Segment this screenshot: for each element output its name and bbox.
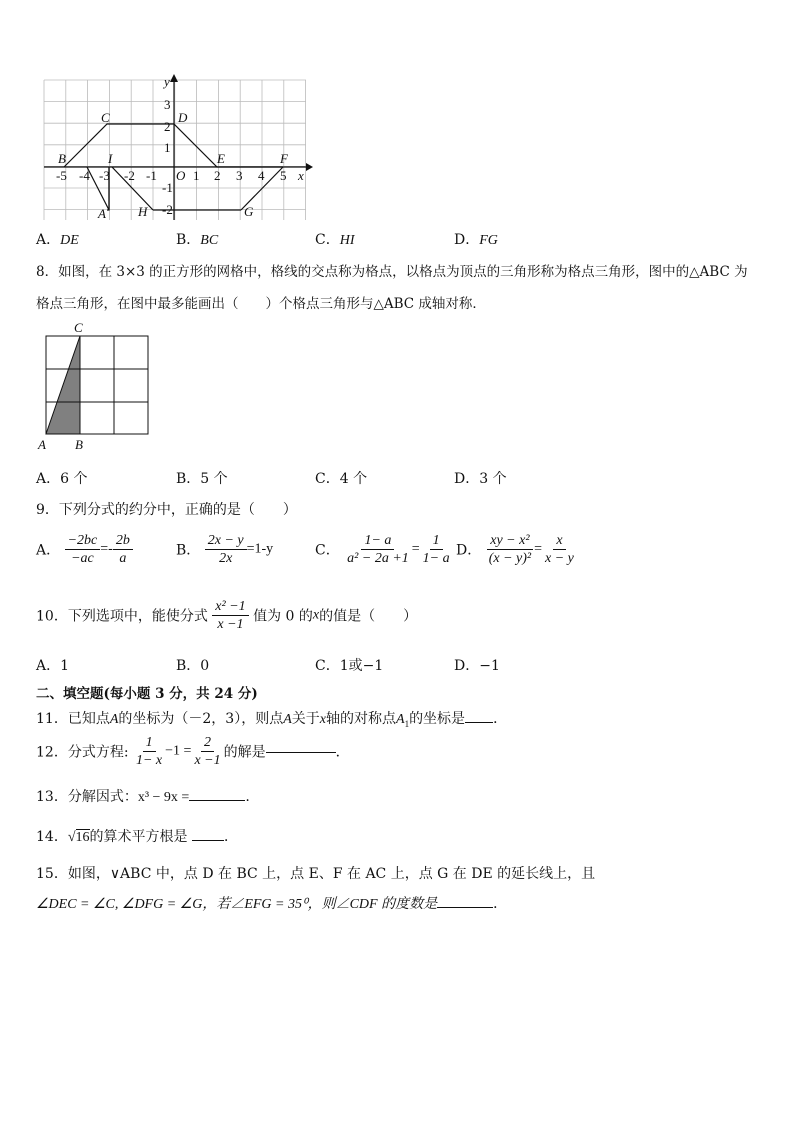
q10-option-d[interactable]: D．−1	[454, 658, 500, 674]
q13-answer-blank[interactable]	[189, 799, 245, 801]
coordinate-grid-figure	[40, 72, 315, 222]
q9-a-fraction-right: $\frac{2b}{a}$	[113, 532, 133, 567]
x-tick-neg2: -2	[124, 168, 135, 183]
q7-option-d[interactable]: D．FG	[454, 232, 498, 248]
x-tick-3: 3	[236, 168, 243, 183]
section-heading: 二、填空题(每小题 3 分，共 24 分)	[36, 686, 258, 702]
triangle-abc	[46, 336, 80, 434]
x-tick-4: 4	[258, 168, 265, 183]
q8-stem-line2: 格点三角形，在图中最多能画出（ ）个格点三角形与△ABC 成轴对称．	[36, 296, 486, 312]
point-label-I: I	[108, 151, 113, 166]
q7-option-a[interactable]: A．DE	[36, 232, 79, 248]
x-tick-2: 2	[214, 168, 221, 183]
q14-answer-blank[interactable]	[192, 839, 224, 841]
q15-answer-blank[interactable]	[437, 906, 493, 908]
q8-option-a[interactable]: A．6 个	[36, 471, 88, 487]
q7-option-c[interactable]: C．HI	[315, 232, 355, 248]
q8-stem-line1: 8．如图，在 3×3 的正方形的网格中，格线的交点称为格点，以格点为顶点的三角形称为格点三角形，图中的△ABC 为	[36, 264, 748, 280]
q8-grid-figure	[36, 320, 156, 455]
q10-option-b[interactable]: B．0	[176, 658, 210, 674]
q9-option-b[interactable]: B． $\frac{2x - y}{2x}$ =1-y	[176, 533, 274, 566]
q12-fraction-right: $\frac{2}{x -1}$	[194, 735, 221, 768]
q9-option-d[interactable]: D． $\frac{\text{xy − x²}}{\text{(x − y)²}}$ = $\frac{x}{x - y}$	[456, 532, 577, 567]
q10-stem: 10．下列选项中，能使分式 $\frac{\text{x² −1}}{x -1}$ 值为 0 的x的值是（ ）	[36, 599, 418, 632]
q8-label-c: C	[74, 320, 83, 335]
point-label-F: F	[280, 151, 288, 166]
y-tick-3: 3	[164, 97, 171, 112]
q10-option-a[interactable]: A．1	[36, 658, 70, 674]
y-tick-2: 2	[164, 119, 171, 134]
q9-option-a[interactable]: A． $\frac{-2bc}{-ac}$ =- $\frac{2b}{a}$	[36, 532, 133, 567]
sqrt-symbol: √16	[67, 830, 90, 845]
point-label-B: B	[58, 151, 66, 166]
y-tick-neg2: -2	[162, 202, 173, 217]
q11-answer-blank[interactable]	[465, 721, 493, 723]
point-label-A: A	[98, 206, 106, 221]
q9-options	[36, 532, 776, 577]
x-tick-5: 5	[280, 168, 287, 183]
q8-option-d[interactable]: D．3 个	[454, 471, 507, 487]
x-tick-neg1: -1	[146, 168, 157, 183]
q10-options	[36, 655, 756, 675]
y-tick-neg1: -1	[162, 180, 173, 195]
q9-a-fraction-left: $\frac{-2bc}{-ac}$	[65, 532, 101, 567]
q9-option-c[interactable]: C． $\frac{1- a}{\text{a² − 2a +1}}$ = $\frac{1}{1- a}$	[315, 532, 453, 567]
grid-lines	[44, 80, 306, 220]
x-axis-label: x	[298, 168, 304, 183]
q15-line1: 15．如图，∨ABC 中，点 D 在 BC 上，点 E、F 在 AC 上，点 G 在 DE 的延长线上，且	[36, 866, 596, 882]
x-tick-neg5: -5	[56, 168, 67, 183]
q8-options	[36, 468, 756, 488]
q10-option-c[interactable]: C．1或−1	[315, 658, 384, 674]
q9-stem: 9．下列分式的约分中，正确的是（ ）	[36, 502, 297, 518]
point-label-H: H	[138, 204, 148, 219]
q7-option-b[interactable]: B．BC	[176, 232, 219, 248]
q12-fraction-left: $\frac{1}{1- x}$	[135, 735, 163, 768]
q8-option-c[interactable]: C．4 个	[315, 471, 368, 487]
point-label-G: G	[244, 204, 254, 219]
q7-options	[36, 229, 756, 249]
q9-d-fraction-left: $\frac{\text{xy − x²}}{\text{(x − y)²}}$	[488, 533, 532, 566]
x-axis-arrow	[306, 163, 313, 171]
point-label-C: C	[101, 110, 110, 125]
q10-fraction: $\frac{\text{x² −1}}{x -1}$	[212, 598, 248, 633]
q12-answer-blank[interactable]	[266, 751, 336, 753]
origin-label: O	[176, 168, 186, 183]
point-label-E: E	[217, 151, 225, 166]
x-tick-neg4: -4	[79, 168, 90, 183]
q8-label-b: B	[75, 437, 83, 452]
q9-b-fraction: $\frac{2x - y}{2x}$	[205, 532, 247, 567]
point-label-D: D	[178, 110, 188, 125]
q9-c-fraction-right: $\frac{1}{1- a}$	[422, 533, 450, 566]
q8-option-b[interactable]: B．5 个	[176, 471, 228, 487]
x-tick-neg3: -3	[99, 168, 110, 183]
q11: 11．已知点A的坐标为（－2，3），则点A关于x轴的对称点$A_1$的坐标是 ．	[36, 711, 508, 729]
y-tick-1: 1	[164, 140, 171, 155]
y-axis-arrow	[170, 74, 178, 82]
q13: 13．分解因式：x³ − 9x = .	[36, 789, 250, 805]
x-tick-1: 1	[193, 168, 200, 183]
q12: 12．分式方程: $\frac{1}{1- x}$ −1 = $\frac{2}{x -1}$ 的解是 ．	[36, 735, 350, 768]
q15-line2: ∠DEC = ∠C, ∠DFG = ∠G，若∠EFG = 35⁰，则∠CDF 的度数是 ．	[36, 896, 508, 912]
q8-label-a: A	[38, 437, 46, 452]
q9-c-fraction-left: $\frac{1- a}{\text{a² − 2a +1}}$	[347, 533, 409, 566]
y-axis-label: y	[164, 74, 170, 89]
q14: 14．√16的算术平方根是 ．	[36, 829, 238, 845]
q9-d-fraction-right: $\frac{x}{x - y}$	[545, 533, 574, 566]
